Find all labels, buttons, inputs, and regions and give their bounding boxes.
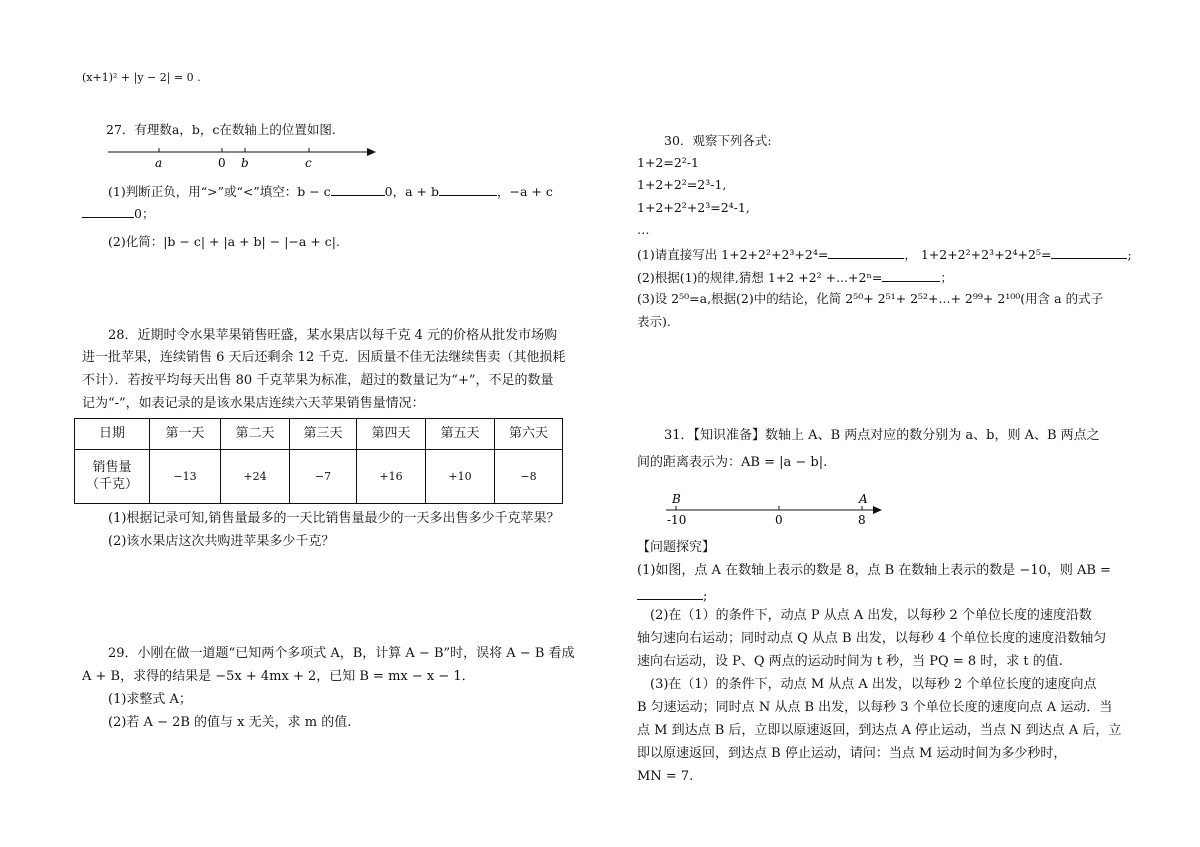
answer-blank xyxy=(828,245,904,259)
answer-blank xyxy=(882,268,940,282)
table-cell: +24 xyxy=(221,450,290,504)
q30-formula-3: 1+2+2²+2³=2⁴-1, xyxy=(637,200,750,215)
q28-part1: (1)根据记录可知,销售量最多的一天比销售量最少的一天多出售多少千克苹果？ xyxy=(108,511,560,526)
q27-part2: (2)化简：|b − c| + |a + b| − |−a + c|. xyxy=(108,234,340,249)
q30-title: 30．观察下列各式: xyxy=(664,133,772,148)
row-label-line1: 销售量 xyxy=(92,460,132,476)
table-cell: −13 xyxy=(150,450,221,504)
axis-label-B: B xyxy=(672,492,681,506)
table-header-cell: 第二天 xyxy=(221,419,290,450)
q27-p1-text-a: (1)判断正负，用“>”或“<”填空：b − c xyxy=(108,184,331,199)
table-row xyxy=(75,450,563,504)
q31-part3-line4: 即以原速返回，到达点 B 停止运动，请问：当点 M 运动时间为多少秒时， xyxy=(637,746,1067,761)
q30-p2-text-b: ； xyxy=(940,270,953,285)
q30-p1-text-c: ; xyxy=(1127,247,1132,262)
q30-part2 xyxy=(637,268,953,286)
q31-part1-line1: (1)如图，点 A 在数轴上表示的数是 8，点 B 在数轴上表示的数是 −10，则 AB = xyxy=(637,563,1111,578)
table-cell: −7 xyxy=(290,450,357,504)
q31-explore-heading: 【问题探究】 xyxy=(637,540,716,555)
q30-p1-text-b: ， 1+2+2²+2³+2⁴+2⁵= xyxy=(904,247,1052,262)
q31-part3-line1: (3)在（1）的条件下，动点 M 从点 A 出发，以每秒 2 个单位长度的速度向点 xyxy=(650,677,1097,692)
q27-p1-text-c: ，−a + c xyxy=(496,184,553,199)
row-label-cell xyxy=(75,450,150,504)
table-cell: +10 xyxy=(426,450,495,504)
q29-line2: A + B，求得的结果是 −5x + 4mx + 2，已知 B = mx − x − 1． xyxy=(82,669,475,684)
table-header-cell: 第一天 xyxy=(150,419,221,450)
answer-blank xyxy=(82,204,134,218)
q31-line2: 间的距离表示为：AB = |a − b|. xyxy=(637,455,828,470)
q30-part1 xyxy=(637,245,1132,263)
q28-line2: 进一批苹果，连续销售 6 天后还剩余 12 千克．因质量不佳无法继续售卖（其他损耗 xyxy=(82,350,566,365)
axis-label-8: 8 xyxy=(858,513,866,527)
table-header-row xyxy=(75,419,563,450)
q30-p2-text-a: (2)根据(1)的规律,猜想 1+2 +2² +...+2ⁿ= xyxy=(637,270,883,285)
q30-p1-text-a: (1)请直接写出 1+2+2²+2³+2⁴= xyxy=(637,247,829,262)
answer-blank xyxy=(637,586,703,600)
q30-ellipsis: … xyxy=(637,222,650,237)
table-header-cell: 日期 xyxy=(75,419,150,450)
q28-line3: 不计）．若按平均每天出售 80 千克苹果为标准，超过的数量记为“+”，不足的数量 xyxy=(82,373,554,388)
axis-label-0: 0 xyxy=(218,156,226,170)
q28-line4: 记为“-”，如表记录的是该水果店连续六天苹果销售量情况： xyxy=(82,396,425,411)
axis-label-a: a xyxy=(155,156,163,170)
table-header-cell: 第三天 xyxy=(290,419,357,450)
axis-label-c: c xyxy=(305,156,312,170)
q31-line1: 31．【知识准备】数轴上 A、B 两点对应的数分别为 a、b，则 A、B 两点之 xyxy=(664,428,1100,443)
q31-p1-text-b: ; xyxy=(703,589,708,604)
axis-label-0: 0 xyxy=(775,513,783,527)
answer-blank xyxy=(1051,245,1127,259)
q31-part3-line5: MN = 7. xyxy=(637,769,694,784)
q31-part3-line3: 点 M 到达点 B 后，立即以原速返回，到达点 A 停止运动，当点 N 到达点 A 后，立 xyxy=(637,723,1122,738)
q28-part2: (2)该水果店这次共购进苹果多少千克？ xyxy=(108,534,335,549)
answer-blank xyxy=(331,182,385,196)
q31-part2-line1: (2)在（1）的条件下，动点 P 从点 A 出发，以每秒 2 个单位长度的速度沿数 xyxy=(650,608,1092,623)
sales-table xyxy=(74,418,563,504)
q27-number-line xyxy=(104,143,384,173)
q27-p1-text-b: 0，a + b xyxy=(384,184,439,199)
q30-formula-1: 1+2=2²-1 xyxy=(637,155,699,170)
answer-blank xyxy=(439,182,497,196)
q27-title: 27．有理数a，b，c在数轴上的位置如图. xyxy=(106,122,336,137)
table-header-cell: 第四天 xyxy=(357,419,426,450)
row-label-line2: （千克） xyxy=(85,476,138,492)
axis-label-b: b xyxy=(241,156,249,170)
equation-line: (x+1)² + |y − 2| = 0 . xyxy=(82,71,201,84)
axis-label-A: A xyxy=(859,492,868,506)
q29-line1: 29．小刚在做一道题“已知两个多项式 A，B，计算 A − B”时，误将 A − B 看成 xyxy=(108,646,575,661)
q29-part2: (2)若 A − 2B 的值与 x 无关，求 m 的值. xyxy=(108,715,352,730)
q30-part3-line2: 表示). xyxy=(637,314,671,329)
q29-part1: (1)求整式 A； xyxy=(108,692,192,707)
q31-number-line xyxy=(660,490,890,530)
q28-line1: 28．近期时令水果苹果销售旺盛，某水果店以每千克 4 元的价格从批发市场购 xyxy=(108,328,558,343)
q30-part3-line1: (3)设 2⁵⁰=a,根据(2)中的结论，化简 2⁵⁰+ 2⁵¹+ 2⁵²+...+ 2⁹⁹+ 2¹⁰⁰(用含 a 的式子 xyxy=(637,291,1104,306)
q27-part1-line1 xyxy=(108,182,553,200)
axis-label-minus10: -10 xyxy=(667,513,687,527)
table-cell: +16 xyxy=(357,450,426,504)
table-cell: −8 xyxy=(495,450,563,504)
q27-part1-line2 xyxy=(82,204,154,222)
table-header-cell: 第五天 xyxy=(426,419,495,450)
q31-part3-line2: B 匀速运动；同时点 N 从点 B 出发，以每秒 3 个单位长度的速度向点 A 运动．当 xyxy=(637,700,1113,715)
q31-part1-line2 xyxy=(637,586,707,605)
q30-formula-2: 1+2+2²=2³-1, xyxy=(637,177,727,192)
table-header-cell: 第六天 xyxy=(495,419,563,450)
q27-p1-text-d: 0； xyxy=(134,206,155,221)
q31-part2-line2: 轴匀速向右运动；同时动点 Q 从点 B 出发，以每秒 4 个单位长度的速度沿数轴匀 xyxy=(637,631,1107,646)
q31-part2-line3: 速向右运动，设 P、Q 两点的运动时间为 t 秒，当 PQ = 8 时，求 t 的值. xyxy=(637,654,1063,669)
